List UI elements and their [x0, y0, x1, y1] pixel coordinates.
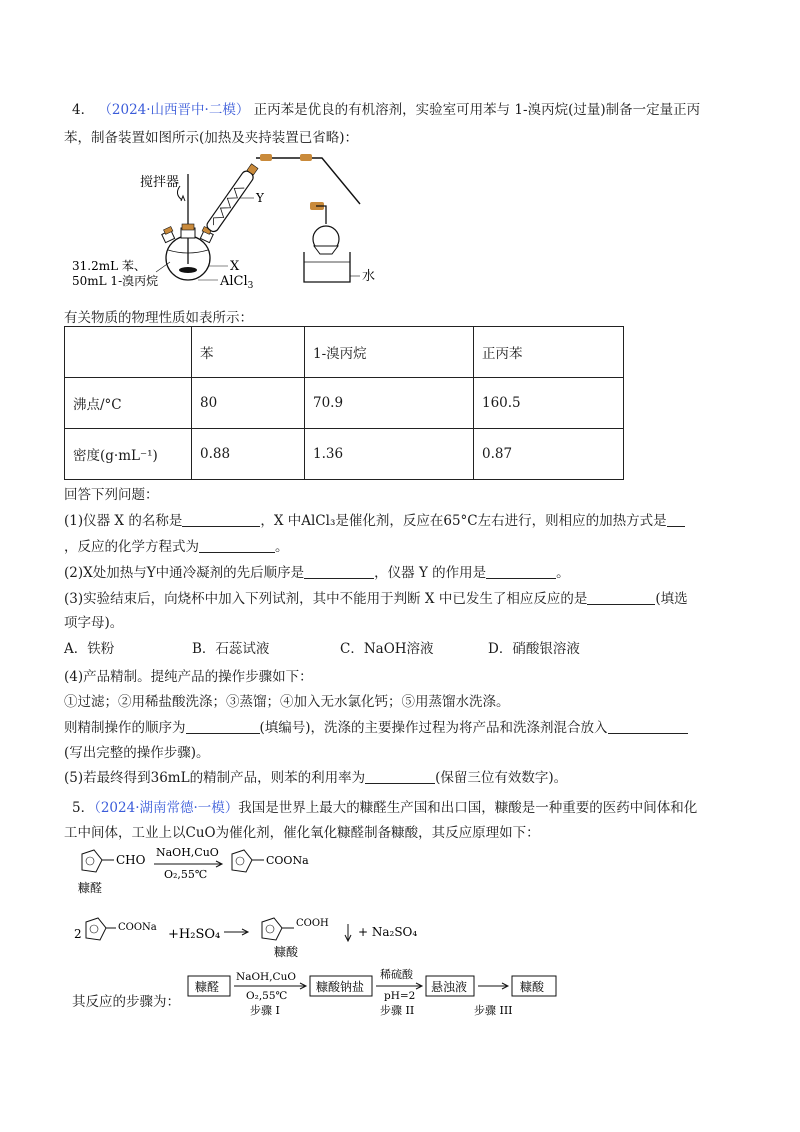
question-source: （2024·湖南常德·一模） — [94, 800, 239, 816]
catalyst-deposit — [179, 267, 197, 273]
svg-text:步骤 III: 步骤 III — [474, 1004, 513, 1017]
answer-blank[interactable] — [486, 564, 556, 579]
part-1-line-2: ，反应的化学方程式为 。 — [64, 539, 289, 555]
question-4-line-2: 苯，制备装置如图所示(加热及夹持装置已省略)： — [64, 130, 359, 146]
part-1-line-1: (1)仪器 X 的名称是 ，X 中AlCl₃是催化剂，反应在65°C左右进行，则相应的加热方式是 — [64, 509, 685, 529]
answer-blank[interactable] — [186, 719, 260, 734]
tube-joint — [260, 154, 272, 161]
apparatus-diagram — [60, 146, 390, 296]
label-y: Y — [256, 191, 264, 205]
question-source: （2024·山西晋中·二模） — [98, 102, 250, 118]
part-4-line-4: (写出完整的操作步骤)。 — [64, 745, 210, 761]
part-4-line-3: 则精制操作的顺序为 (填编号)，洗涤的主要操作过程为将产品和洗涤剂混合放入 — [64, 716, 688, 736]
table-cell: 80 — [192, 378, 305, 429]
part-4-line-2: ①过滤；②用稀盐酸洗涤；③蒸馏；④加入无水氯化钙；⑤用蒸馏水洗涤。 — [64, 694, 510, 710]
gas-tube — [256, 158, 360, 204]
answer-blank[interactable] — [199, 538, 275, 553]
stirrer-label: 搅拌器 — [140, 175, 180, 190]
table-cell: 70.9 — [305, 378, 474, 429]
table-header-cell: 1-溴丙烷 — [305, 327, 474, 378]
question-5-line-1: 5．（2024·湖南常德·一模）我国是世界上最大的糠醛生产国和出口国，糠酸是一种重要的医药中间体和化 — [72, 800, 698, 816]
compound-name: 糠酸 — [274, 945, 299, 959]
reagent-label-1: 31.2mL 苯、 — [72, 259, 146, 273]
beaker — [304, 252, 350, 282]
steps-label: 其反应的步骤为： — [72, 994, 180, 1010]
answer-blank[interactable] — [182, 512, 260, 527]
table-cell: 0.88 — [192, 429, 305, 480]
water-label: 水 — [362, 269, 376, 284]
answer-blank[interactable] — [587, 590, 655, 605]
reaction-1 — [68, 844, 348, 900]
svg-text:步骤 II: 步骤 II — [380, 1004, 415, 1017]
group-coona: COONa — [266, 854, 309, 867]
properties-table — [64, 326, 624, 480]
option-c[interactable]: C．NaOH溶液 — [340, 641, 434, 657]
table-row — [65, 429, 624, 480]
option-a[interactable]: A．铁粉 — [64, 641, 115, 657]
svg-text:糠酸钠盐: 糠酸钠盐 — [316, 980, 365, 994]
table-cell: 沸点/°C — [65, 378, 192, 429]
coefficient: 2 — [74, 927, 82, 941]
question-intro: 正丙苯是优良的有机溶剂，实验室可用苯与 1-溴丙烷(过量)制备一定量正丙 — [253, 102, 701, 118]
table-cell: 160.5 — [474, 378, 624, 429]
answer-blank[interactable] — [667, 512, 685, 527]
salt-product: + Na₂SO₄ — [358, 925, 418, 939]
reaction-2 — [72, 902, 432, 962]
svg-text:NaOH,CuO: NaOH,CuO — [236, 971, 296, 983]
svg-text:pH=2: pH=2 — [384, 990, 416, 1002]
answer-prompt: 回答下列问题： — [64, 487, 159, 503]
table-header-cell — [65, 327, 192, 378]
part-3-line-1: (3)实验结束后，向烧杯中加入下列试剂，其中不能用于判断 X 中已发生了相应反应的是 (填选 — [64, 591, 688, 607]
table-intro: 有关物质的物理性质如表所示： — [64, 310, 253, 326]
question-number: 4． — [72, 102, 95, 118]
svg-text:O₂,55℃: O₂,55℃ — [246, 990, 288, 1002]
furan-ring-icon — [86, 918, 106, 940]
part-4-line-1: (4)产品精制。提纯产品的操作步骤如下： — [64, 669, 313, 685]
option-b[interactable]: B．石蕊试液 — [192, 641, 270, 657]
table-header-cell: 正丙苯 — [474, 327, 624, 378]
part-2: (2)X处加热与Y中通冷凝剂的先后顺序是 ，仪器 Y 的作用是 。 — [64, 565, 570, 581]
condition-bottom: O₂,55℃ — [164, 868, 208, 881]
label-x: X — [230, 259, 240, 274]
question-5-line-2: 工中间体，工业上以CuO为催化剂，催化氧化糠醛制备糠酸，其反应原理如下： — [64, 825, 540, 841]
question-4-line-1 — [72, 98, 700, 118]
acid-reagent: +H₂SO₄ — [168, 927, 221, 942]
furan-ring-icon — [82, 850, 102, 872]
group-coona: COONa — [118, 922, 157, 933]
svg-text:稀硫酸: 稀硫酸 — [380, 968, 413, 981]
table-cell: 1.36 — [305, 429, 474, 480]
answer-blank[interactable] — [304, 564, 374, 579]
table-cell: 0.87 — [474, 429, 624, 480]
furan-ring-icon — [232, 850, 252, 872]
furan-ring-icon — [262, 918, 282, 940]
table-header-cell: 苯 — [192, 327, 305, 378]
option-d[interactable]: D．硝酸银溶液 — [488, 641, 580, 657]
table-header-row — [65, 327, 624, 378]
part-5: (5)若最终得到36mL的精制产品，则苯的利用率为 (保留三位有效数字)。 — [64, 770, 568, 786]
table-cell: 密度(g·mL⁻¹) — [65, 429, 192, 480]
part-3-line-2: 项字母)。 — [64, 615, 124, 631]
reagent-label-2: 50mL 1-溴丙烷 — [72, 274, 159, 288]
answer-blank[interactable] — [608, 719, 688, 734]
answer-blank[interactable] — [365, 769, 435, 784]
svg-text:糠酸: 糠酸 — [520, 980, 545, 994]
compound-name: 糠醛 — [78, 881, 103, 895]
svg-text:悬浊液: 悬浊液 — [431, 980, 468, 994]
catalyst-label: AlCl$_3$ — [220, 274, 254, 291]
svg-text:糠醛: 糠醛 — [195, 980, 220, 994]
group-cooh: COOH — [296, 918, 329, 929]
condition-top: NaOH,CuO — [156, 846, 219, 859]
table-row — [65, 378, 624, 429]
svg-text:步骤 I: 步骤 I — [250, 1004, 280, 1017]
group-cho: CHO — [116, 853, 146, 867]
process-flow — [184, 966, 564, 1022]
